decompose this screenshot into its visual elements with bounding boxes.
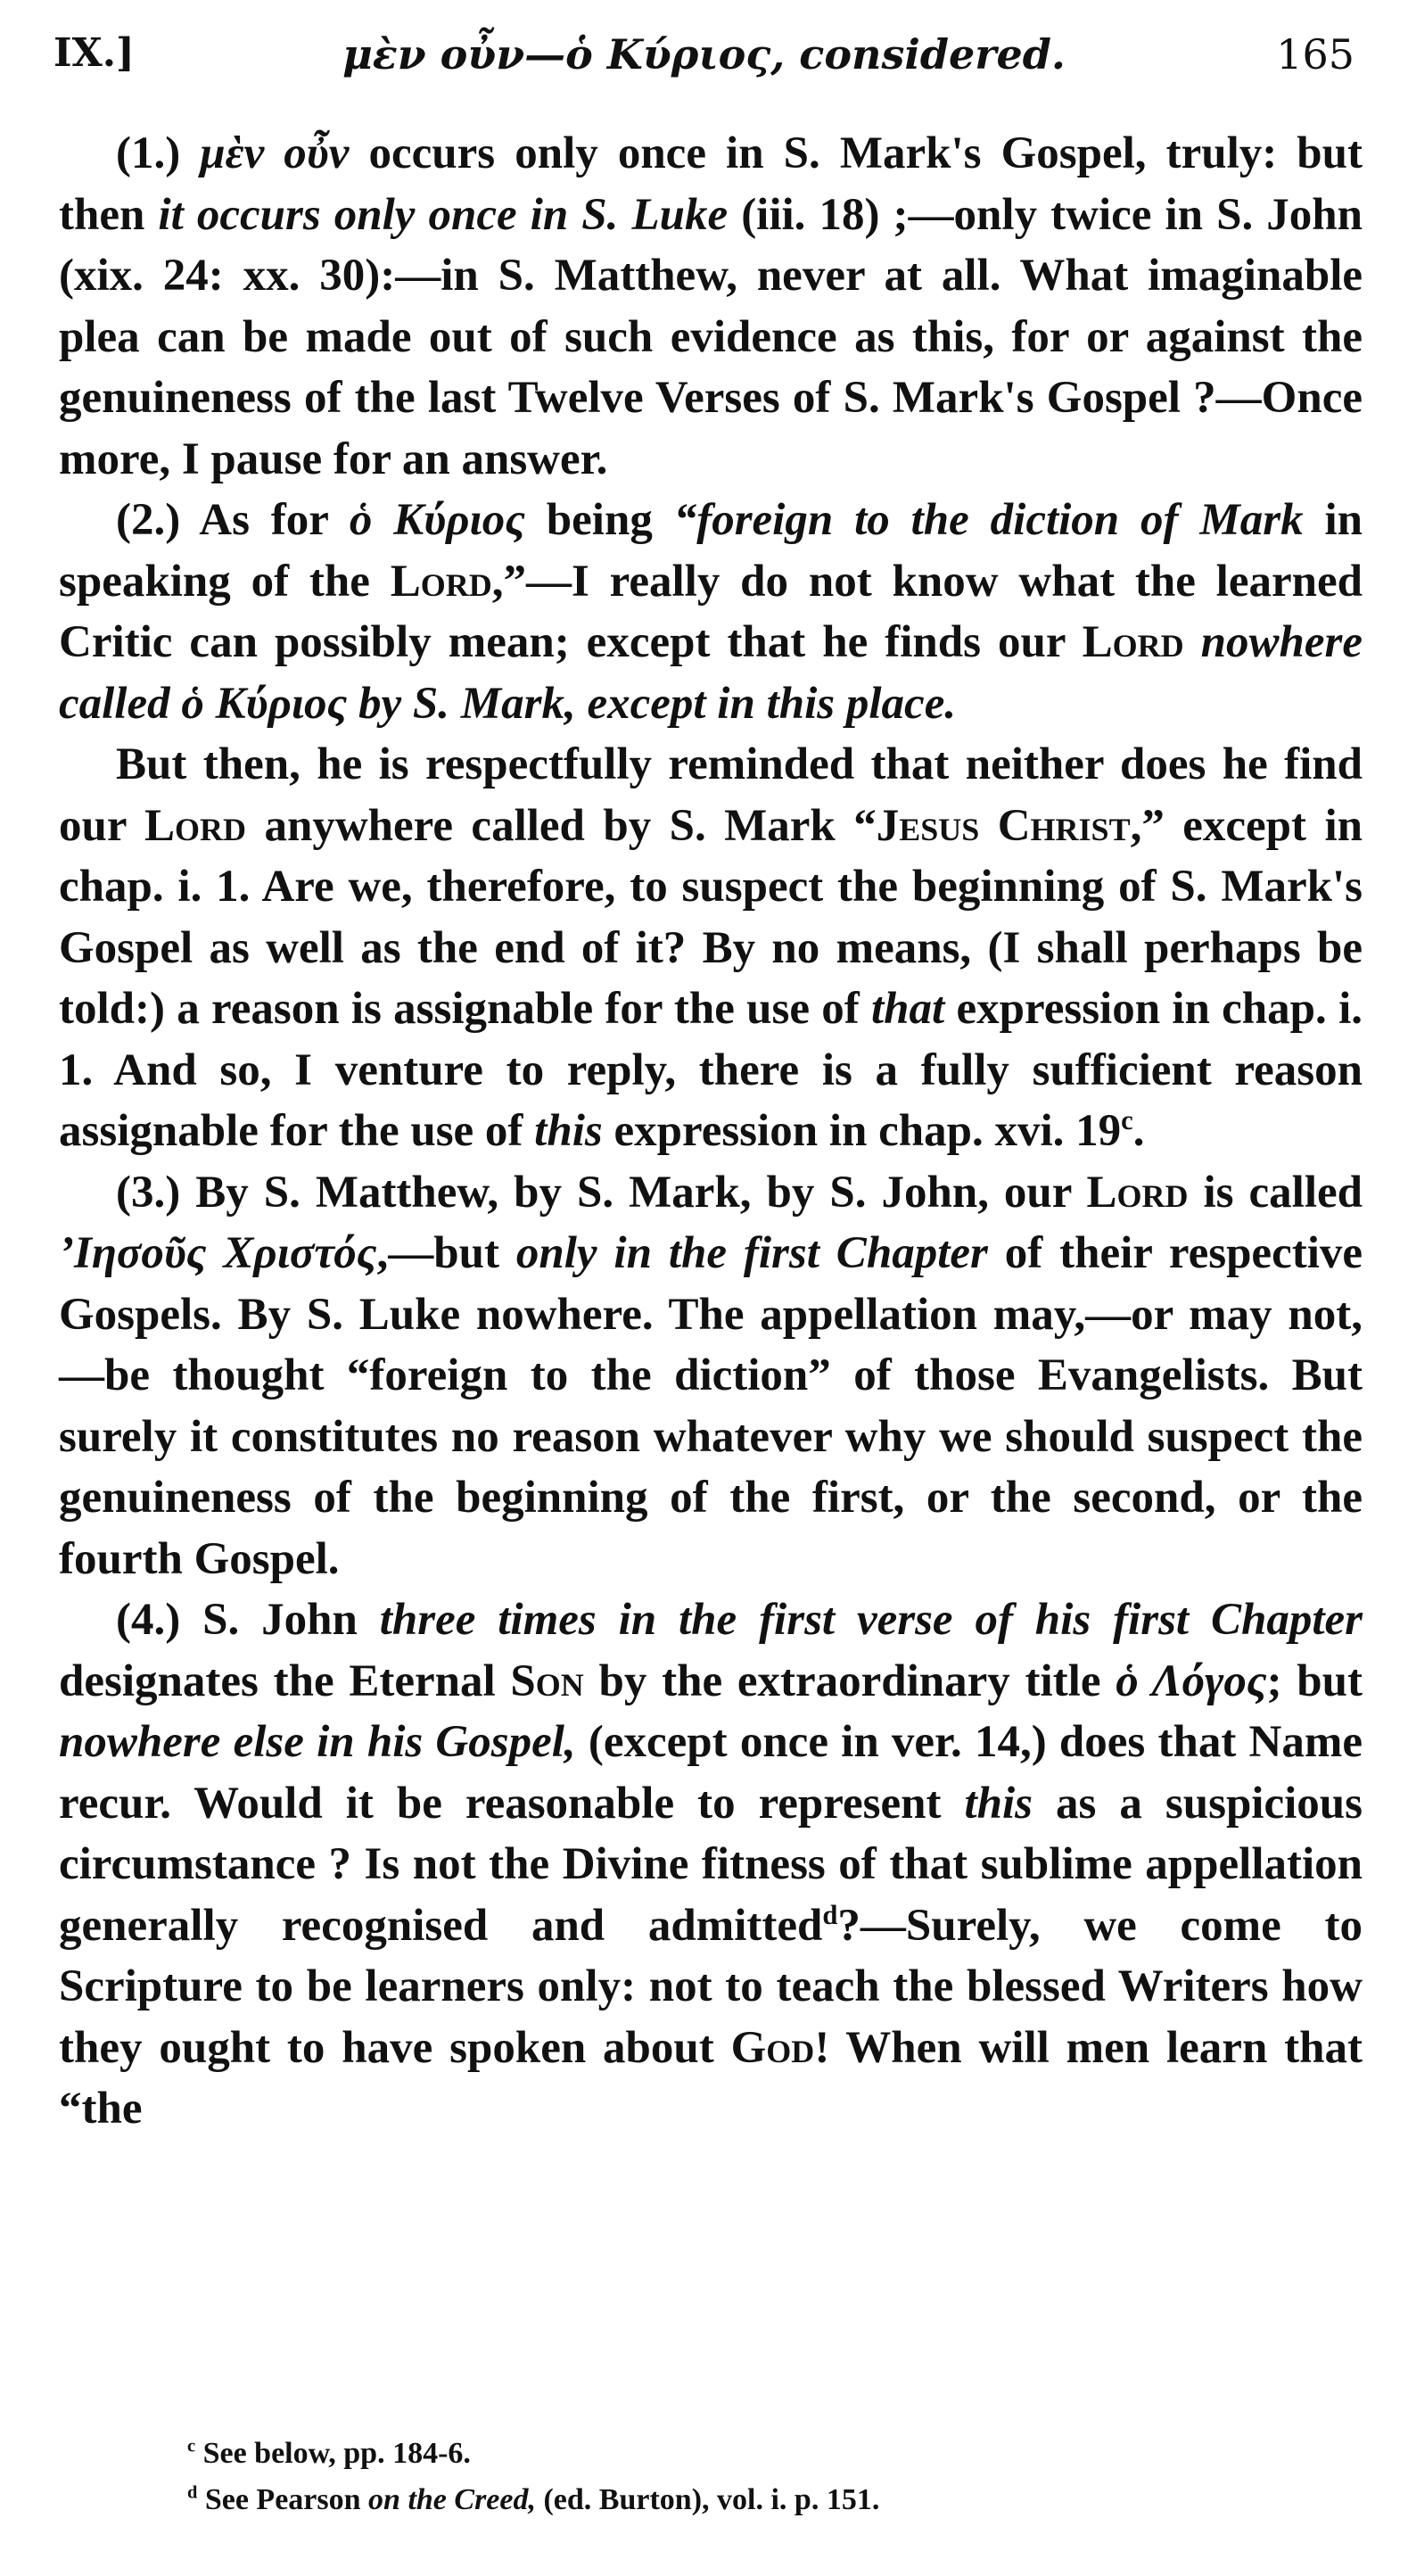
footnote-text: (ed. Burton), vol. i. p. 151.: [535, 2483, 880, 2516]
greek-phrase: ’Ιησοῦς Χριστός: [59, 1228, 377, 1278]
paragraph-5: [59, 1589, 1363, 2140]
text-run: (4.) S. John: [116, 1595, 380, 1645]
footnote-c: [187, 2431, 1257, 2477]
italic-word: this: [534, 1106, 603, 1156]
text-run: (2.) As for: [116, 495, 350, 545]
footnote-text: See below, pp. 184-6.: [195, 2437, 471, 2470]
running-header: [54, 30, 1354, 93]
text-run: [1184, 617, 1201, 667]
paragraph-3: [59, 734, 1363, 1162]
small-caps-word: Jesus Christ: [876, 800, 1131, 851]
footnote-mark: d: [187, 2482, 198, 2503]
text-run: (iii. 18) ;—only twice in S. John (xix. 24: xx. 30):—in S. Matthew, never at all. What imaginable plea can be made out of such evidence as this, for or against the genuineness of the last Twelve Verses of S. Mark's Gospel ?—Once more, I pause for an answer.: [59, 189, 1363, 484]
greek-phrase: μὲν οὖν: [200, 128, 350, 178]
body-text: [59, 123, 1363, 2140]
text-run: But then, he is respectfully reminded that neither does he find our: [59, 739, 1363, 851]
text-run: ,—but: [376, 1228, 516, 1278]
small-caps-word: God: [730, 2022, 815, 2073]
running-title: μὲν οὖν—ὁ Κύριος, considered.: [342, 30, 1066, 78]
text-run: ; but: [1266, 1655, 1363, 1706]
text-run: (except once in ver. 14,) does that Name recur. Would it be reasonable to represent: [59, 1717, 1363, 1829]
text-run: (3.) By S. Matthew, by S. Mark, by S. John, our: [116, 1167, 1087, 1218]
italic-word: this: [964, 1778, 1033, 1829]
text-run: anywhere called by S. Mark “: [246, 800, 877, 851]
text-run: occurs only once in S. Mark's Gospel, truly: but then: [59, 128, 1363, 240]
text-run: expression in chap. i. 1. And so, I venture to reply, there is a fully sufficient reason assignable for the use of: [59, 984, 1363, 1156]
italic-phrase: only in the first Chapter: [515, 1228, 988, 1278]
text-run: being: [524, 495, 674, 545]
paragraph-1: [59, 123, 1363, 490]
paragraph-2: [59, 490, 1363, 734]
text-run: by the extraordinary title: [583, 1655, 1116, 1706]
page-number: 165: [1276, 30, 1354, 78]
italic-phrase: three times in the first verse of his first Chapter: [379, 1595, 1363, 1645]
italic-phrase: nowhere else in his Gospel,: [59, 1717, 576, 1767]
text-run: ,” except in chap. i. 1. Are we, therefore, to suspect the beginning of S. Mark's Gospel as well as the end of it? By no means, (I shall perhaps be told:) a reason is assignable for the use of: [59, 800, 1363, 1034]
small-caps-word: Lord: [1082, 617, 1184, 667]
text-run: ! When will men learn that “the: [59, 2022, 1363, 2134]
italic-word: that: [871, 984, 945, 1034]
text-run: .: [1132, 1106, 1145, 1156]
footnote-ref-d[interactable]: d: [822, 1899, 838, 1930]
footnote-ref-c[interactable]: c: [1121, 1105, 1133, 1135]
italic-phrase: “foreign to the diction of Mark: [673, 495, 1304, 545]
text-run: is called: [1188, 1167, 1363, 1218]
italic-phrase: nowhere called ὁ Κύριος by S. Mark, except in this place.: [59, 617, 1363, 729]
footnotes: [187, 2431, 1257, 2523]
paragraph-4: [59, 1162, 1363, 1590]
small-caps-word: Lord: [390, 556, 492, 607]
text-run: expression in chap. xvi. 19: [602, 1106, 1122, 1156]
text-run: ?—Surely, we come to Scripture to be learners only: not to teach the blessed Writers how they ought to have spoken about: [59, 1900, 1363, 2073]
footnote-d: [187, 2477, 1257, 2523]
footnote-mark: c: [187, 2436, 196, 2456]
small-caps-word: Lord: [144, 800, 247, 851]
chapter-number: IX.]: [54, 30, 135, 76]
footnote-text: See Pearson: [197, 2483, 369, 2516]
text-run: of their respective Gospels. By S. Luke nowhere. The appellation may,—or may not,—be thought “foreign to the diction” of those Evangelists. But surely it constitutes no reason whatever why we should suspect the genuineness of the beginning of the first, or the second, or the fourth Gospel.: [59, 1228, 1363, 1584]
text-run: as a suspicious circumstance ? Is not the Divine fitness of that sublime appellation generally recognised and admitted: [59, 1778, 1363, 1951]
text-run: (1.): [116, 128, 201, 178]
text-run: ,”—I really do not know what the learned Critic can possibly mean; except that he finds our: [59, 556, 1363, 667]
text-run: in speaking of the: [59, 495, 1363, 607]
greek-phrase: ὁ Κύριος: [349, 495, 525, 545]
greek-phrase: ὁ Λόγος: [1116, 1655, 1267, 1706]
small-caps-word: Lord: [1086, 1167, 1189, 1218]
small-caps-word: Son: [510, 1655, 584, 1706]
italic-phrase: it occurs only once in S. Luke: [158, 189, 729, 240]
footnote-italic: on the Creed,: [368, 2483, 536, 2516]
text-run: designates the Eternal: [59, 1655, 511, 1706]
